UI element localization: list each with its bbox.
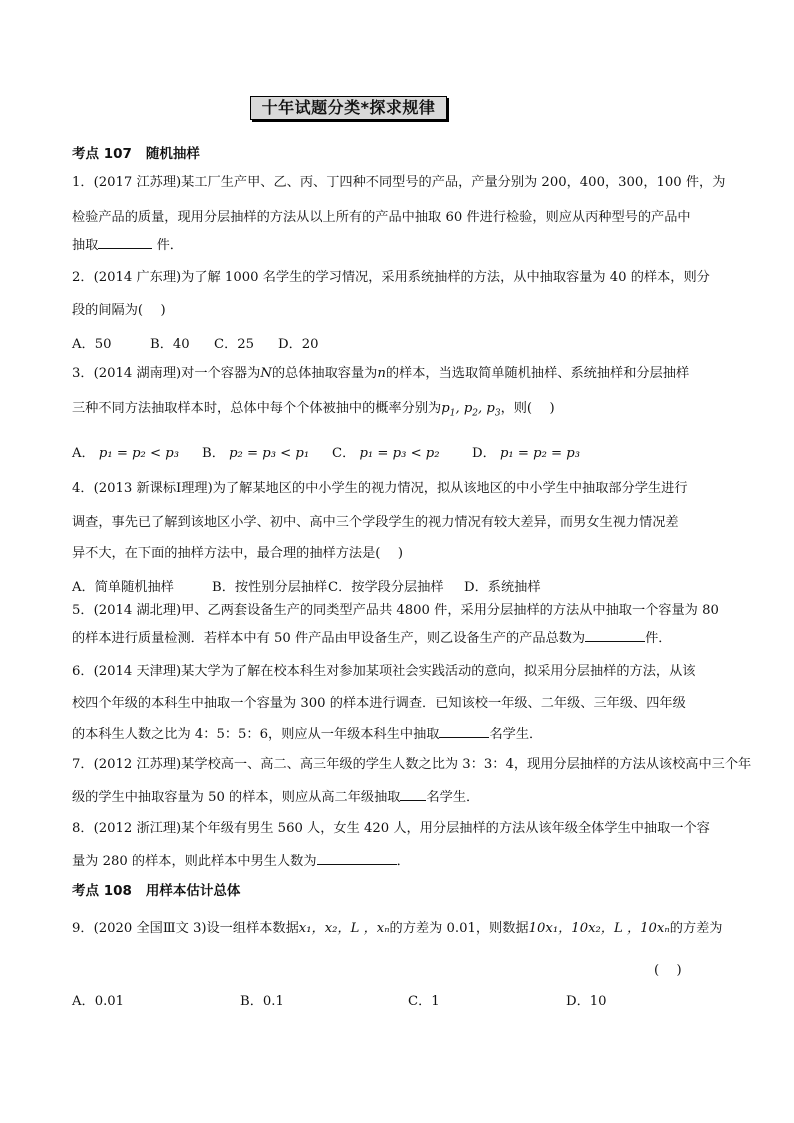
option-a-label: A．: [72, 446, 95, 461]
option-d-label: D．: [472, 446, 496, 461]
question-2-line-2: 段的间隔为( ): [72, 303, 166, 318]
page-title: 十年试题分类*探求规律: [261, 98, 436, 117]
answer-blank-6: [439, 725, 489, 738]
question-4-line-3: 异不大，在下面的抽样方法中，最合理的抽样方法是( ): [72, 546, 403, 561]
question-2-line-1: 2．(2014 广东理)为了解 1000 名学生的学习情况，采用系统抽样的方法，从中抽取容量为 40 的样本，则分: [72, 270, 710, 285]
option-d: D．20: [278, 337, 319, 352]
option-b-math: p₂ = p₃ < p₁: [229, 446, 310, 461]
option-d: D．系统抽样: [464, 580, 541, 595]
option-a: [72, 442, 202, 461]
question-1-text: 抽取: [72, 238, 99, 253]
option-c-math: p₁ = p₃ < p₂: [359, 446, 440, 461]
question-1-line-1: 1．(2017 江苏理)某工厂生产甲、乙、丙、丁四种不同型号的产品，产量分别为 200，400，300，100 件，为: [72, 175, 726, 190]
question-1-line-2: 检验产品的质量，现用分层抽样的方法从以上所有的产品中抽取 60 件进行检验，则应从丙种型号的产品中: [72, 210, 691, 225]
option-c: C．按学段分层抽样: [328, 580, 444, 595]
question-1-text-end: 件．: [156, 238, 183, 253]
question-4-options: [72, 576, 541, 595]
section-name: 随机抽样: [145, 146, 200, 162]
question-7-text: 级的学生中抽取容量为 50 的样本，则应从高二年级抽取: [72, 790, 401, 805]
option-a-math: p₁ = p₂ < p₃: [98, 446, 179, 461]
question-7-text-end: 名学生．: [426, 790, 480, 805]
question-3-text-b: 的总体抽取容量为: [271, 366, 378, 381]
question-9-text-c: 的方差为: [669, 921, 723, 936]
question-4-line-2: 调查，事先已了解到该地区小学、初中、高中三个学段学生的视力情况有较大差异，而男女生视力情况差: [72, 515, 679, 530]
math-sample-data: x₁，x₂，L ，xₙ: [298, 921, 390, 936]
question-6-text-end: 名学生．: [489, 727, 543, 742]
option-d-math: p₁ = p₂ = p₃: [499, 446, 581, 461]
section-heading-108: [72, 879, 240, 899]
question-6-line-3: [72, 725, 724, 744]
option-b: [202, 442, 332, 461]
question-8-line-2: [72, 852, 724, 871]
math-n: n: [377, 366, 386, 381]
question-3-text-a: 3．(2014 湖南理)对一个容器为: [72, 366, 261, 381]
option-c: [332, 442, 472, 461]
option-a: A．0.01: [72, 994, 125, 1009]
option-c-label: C．: [332, 446, 356, 461]
option-b: B．按性别分层抽样: [212, 580, 328, 595]
question-2-options: [72, 333, 319, 352]
question-3-text-e: ，则( ): [500, 401, 555, 416]
question-9-text-a: 9．(2020 全国Ⅲ文 3)设一组样本数据: [72, 921, 299, 936]
section-label: 考点 108: [72, 883, 132, 899]
option-c: C．25: [214, 337, 255, 352]
question-8-line-1: 8．(2012 浙江理)某个年级有男生 560 人，女生 420 人，用分层抽样的方法从该年级全体学生中抽取一个容: [72, 821, 710, 836]
option-b: B．0.1: [240, 994, 284, 1009]
question-6-text: 的本科生人数之比为 4：5：5：6，则应从一年级本科生中抽取: [72, 727, 440, 742]
question-5-text-end: 件．: [645, 631, 672, 646]
question-9-text-b: 的方差为 0.01，则数据: [389, 921, 529, 936]
page-title-box: [250, 96, 447, 120]
question-3-options: [72, 442, 580, 461]
question-7-line-1: 7．(2012 江苏理)某学校高一、高二、高三年级的学生人数之比为 3：3：4，现用分层抽样的方法从该校高中三个年: [72, 757, 752, 772]
option-c: C．1: [408, 994, 440, 1009]
section-label: 考点 107: [72, 146, 132, 162]
question-5-line-1: 5．(2014 湖北理)甲、乙两套设备生产的同类型产品共 4800 件，采用分层抽样的方法从中抽取一个容量为 80: [72, 603, 719, 618]
question-5-line-2: [72, 629, 724, 648]
option-a: A．简单随机抽样: [72, 580, 174, 595]
option-d: D．10: [566, 994, 607, 1009]
option-b: B．40: [150, 337, 190, 352]
math-probabilities: $p_1$, $p_2$, $p_3$: [441, 401, 501, 419]
question-9-paren: ( ): [654, 963, 682, 978]
question-8-text-end: ．: [396, 854, 410, 869]
question-3-text-d: 三种不同方法抽取样本时，总体中每个个体被抽中的概率分别为: [72, 401, 442, 416]
question-7-line-2: [72, 788, 724, 807]
question-3-line-2: [72, 400, 724, 423]
question-9-options: [72, 990, 607, 1009]
option-d: [472, 442, 580, 461]
answer-blank-8: [317, 852, 397, 865]
question-1-line-3: [72, 236, 724, 255]
question-5-text: 的样本进行质量检测．若样本中有 50 件产品由甲设备生产，则乙设备生产的产品总数为: [72, 631, 586, 646]
question-4-line-1: 4．(2013 新课标Ⅰ理理)为了解某地区的中小学生的视力情况，拟从该地区的中小学生中抽取部分学生进行: [72, 481, 688, 496]
question-9-line-1: [72, 920, 724, 938]
question-6-line-2: 校四个年级的本科生中抽取一个容量为 300 的样本进行调查．已知该校一年级、二年级、三年级、四年级: [72, 696, 686, 711]
question-3-line-1: [72, 365, 724, 383]
answer-blank-7: [400, 788, 426, 801]
section-heading-107: [72, 142, 200, 162]
section-name: 用样本估计总体: [145, 883, 241, 899]
question-6-line-1: 6．(2014 天津理)某大学为了解在校本科生对参加某项社会实践活动的意向，拟采用分层抽样的方法，从该: [72, 664, 696, 679]
question-3-text-c: 的样本，当选取简单随机抽样、系统抽样和分层抽样: [385, 366, 690, 381]
answer-blank-1: [98, 236, 152, 249]
answer-blank-5: [585, 629, 645, 642]
option-b-label: B．: [202, 446, 225, 461]
math-N: N: [260, 366, 272, 381]
math-scaled-data: 10x₁，10x₂，L ，10xₙ: [528, 921, 670, 936]
option-a: A．50: [72, 337, 112, 352]
question-8-text: 量为 280 的样本，则此样本中男生人数为: [72, 854, 317, 869]
